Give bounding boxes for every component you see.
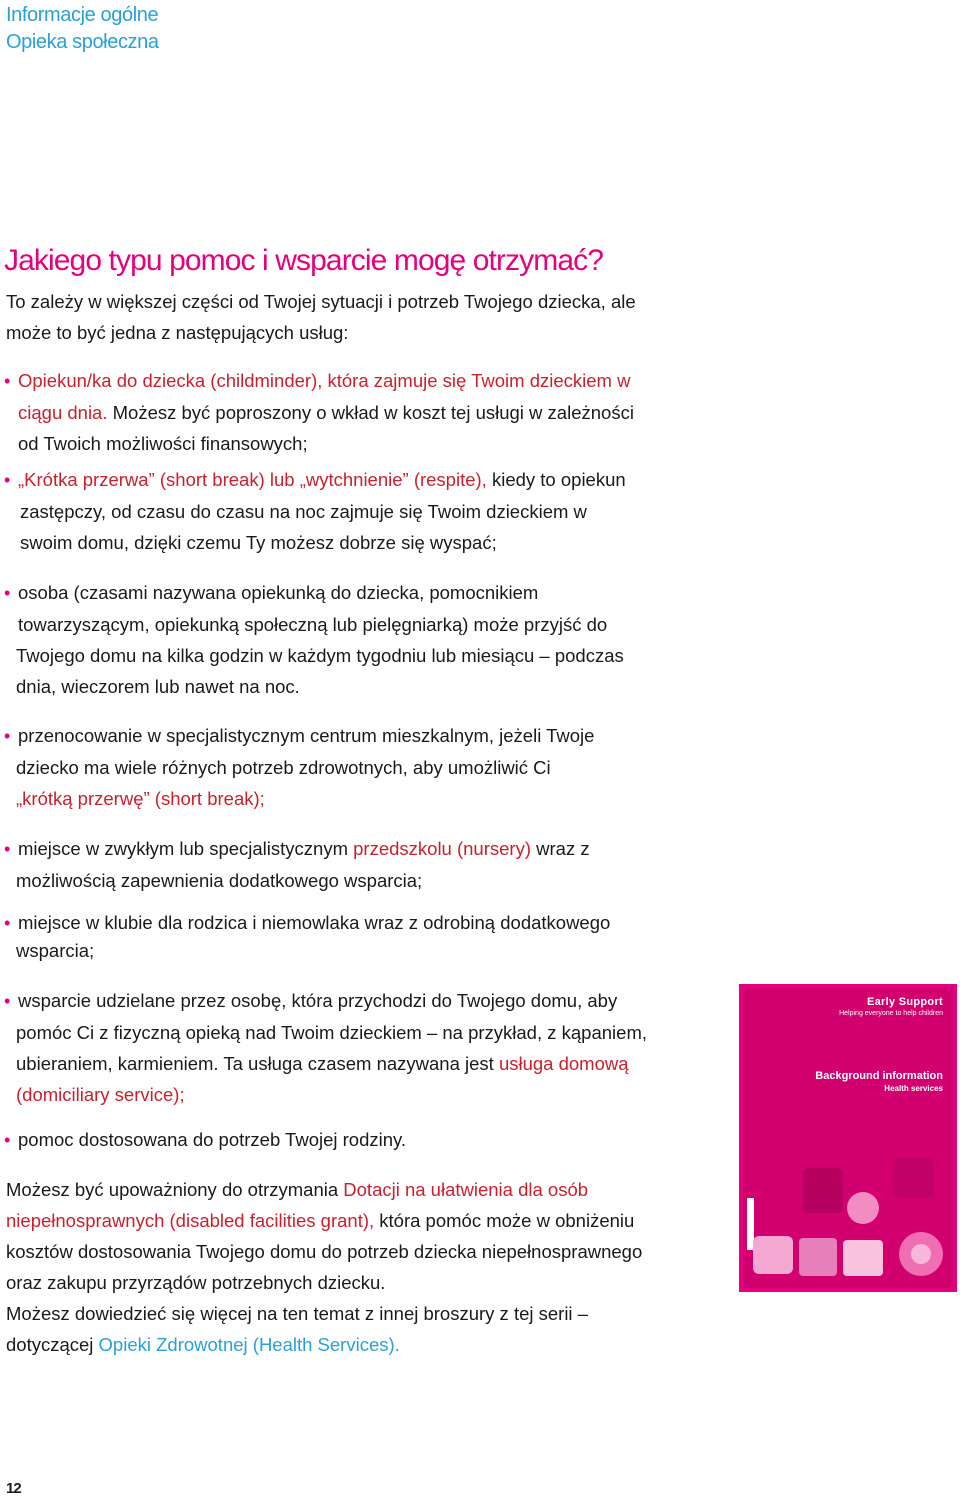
list-item: • przenocowanie w specjalistycznym centrum mieszkalnym, jeżeli Twoje dziecko ma wiele różnych potrzeb zdrowotnych, aby umożliwić Ci „krótką przerwę” (short break); [4, 720, 594, 814]
brochure-cover-image [739, 984, 957, 1292]
bullet-icon: • [4, 470, 11, 490]
header-category: Informacje ogólne [6, 4, 159, 26]
intro-paragraph: To zależy w większej części od Twojej sytuacji i potrzeb Twojego dziecka, ale może to być jedna z następujących usług: [6, 291, 636, 343]
list-item: • miejsce w zwykłym lub specjalistycznym przedszkolu (nursery) wraz z możliwością zapewnienia dodatkowego wsparcia; [4, 833, 590, 896]
bullet-icon: • [4, 583, 11, 603]
bullet-icon: • [4, 913, 11, 933]
list-item: • wsparcie udzielane przez osobę, która przychodzi do Twojego domu, aby pomóc Ci z fizyczną opieką nad Twoim dzieckiem – na przykład, z kąpaniem, ubieraniem, karmieniem. Ta usługa czasem nazywana jest usługa domową (domiciliary service); [4, 985, 647, 1110]
cover-illustrations [743, 1148, 953, 1288]
bullet-icon: • [4, 726, 11, 746]
cover-background-subtitle: Health services [884, 1084, 943, 1093]
cover-subtitle: Helping everyone to help children [839, 1010, 943, 1017]
list-item: • pomoc dostosowana do potrzeb Twojej rodziny. [4, 1124, 406, 1156]
cover-title: Early Support [866, 996, 943, 1008]
cover-background-title: Background information [815, 1070, 943, 1082]
page-title: Jakiego typu pomoc i wsparcie mogę otrzymać? [4, 244, 604, 277]
bullet-icon: • [4, 1130, 11, 1150]
bullet-icon: • [4, 991, 11, 1011]
bullet-icon: • [4, 371, 11, 391]
list-item: • osoba (czasami nazywana opiekunką do dziecka, pomocnikiem towarzyszącym, opiekunką społeczną lub pielęgniarką) może przyjść do Twojego domu na kilka godzin w każdym tygodniu lub miesiącu – podczas dnia, wieczorem lub nawet na noc. [4, 577, 624, 702]
list-item: • Opiekun/ka do dziecka (childminder), która zajmuje się Twoim dzieckiem w ciągu dnia. Możesz być poproszony o wkład w koszt tej usługi w zależności od Twoich możliwości finansowych; [4, 365, 634, 459]
equipment-illustration [799, 1238, 837, 1276]
baby-illustration [753, 1236, 793, 1274]
grant-paragraph: Możesz być upoważniony do otrzymania Dotacji na ułatwienia dla osób niepełnosprawnych (disabled facilities grant), która pomóc może w obniżeniu kosztów dostosowania Twojego domu do potrzeb dziecka niepełnosprawnego oraz zakupu przyrządów potrzebnych dziecku. [6, 1179, 643, 1293]
header-topic: Opieka społeczna [6, 31, 159, 53]
section-header [6, 2, 159, 56]
page-number: 12 [6, 1480, 21, 1497]
stethoscope-illustration [847, 1192, 879, 1224]
tools-illustration [893, 1158, 933, 1198]
more-info-paragraph: Możesz dowiedzieć się więcej na ten temat z innej broszury z tej serii – dotyczącej Opieki Zdrowotnej (Health Services). [6, 1303, 588, 1355]
family-illustration [843, 1240, 883, 1276]
bullet-icon: • [4, 839, 11, 859]
health-services-link[interactable]: Opieki Zdrowotnej (Health Services). [98, 1334, 400, 1355]
list-item: • miejsce w klubie dla rodzica i niemowlaka wraz z odrobiną dodatkowego wsparcia; [4, 912, 611, 961]
phone-illustration [803, 1168, 843, 1213]
list-item: • „Krótka przerwa” (short break) lub „wytchnienie” (respite), kiedy to opiekun zastępczy, od czasu do czasu na noc zajmuje się Twoim dzieckiem w swoim domu, dzięki czemu Ty możesz dobrze się wyspać; [4, 464, 626, 558]
